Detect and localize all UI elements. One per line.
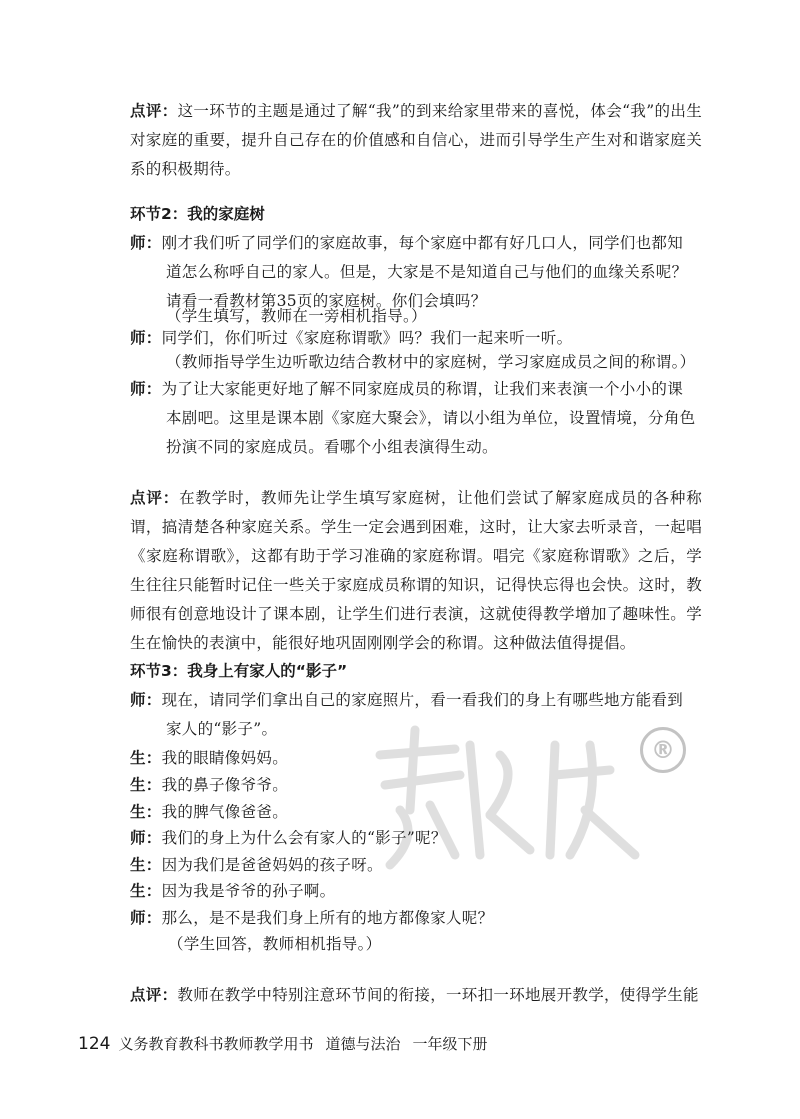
note-text: （教师指导学生边听歌边结合教材中的家庭树，学习家庭成员之间的称谓。） [166, 353, 696, 371]
dialogue-text: 同学们，你们听过《家庭称谓歌》吗？我们一起来听一听。 [161, 329, 573, 347]
dialogue-text: 那么，是不是我们身上所有的地方都像家人呢？ [161, 909, 494, 927]
dialogue-line [130, 375, 702, 404]
dialogue-text: 道怎么称呼自己的家人。但是，大家是不是知道自己与他们的血缘关系呢？ [166, 263, 688, 281]
dialogue-line [130, 686, 702, 715]
dialogue-line [130, 771, 702, 800]
dialogue-text: 本剧吧。这里是课本剧《家庭大聚会》，请以小组为单位，设置情境，分角色 [166, 409, 696, 427]
page-footer [78, 1032, 488, 1056]
book-subject: 道德与法治 [325, 1035, 401, 1053]
speaker-label: 师： [130, 829, 162, 847]
dialogue-line [130, 851, 702, 880]
speaker-label: 师： [130, 234, 162, 252]
dialogue-text: 我的眼睛像妈妈。 [161, 749, 289, 767]
note-text: （学生回答，教师相机指导。） [168, 935, 382, 953]
comment-label: 点评： [130, 985, 178, 1004]
dialogue-line [130, 877, 702, 906]
comment-text: 这一环节的主题是通过了解“我”的到来给家里带来的喜悦，体会“我”的出生对家庭的重要，提升自己存在的价值感和自信心，进而引导学生产生对和谐家庭关系的积极期待。 [130, 102, 702, 178]
speaker-label: 师： [130, 691, 162, 709]
dialogue-line [130, 744, 702, 773]
dialogue-text: 刚才我们听了同学们的家庭故事，每个家庭中都有好几口人，同学们也都知 [161, 234, 684, 252]
comment-text: 在教学时，教师先让学生填写家庭树，让他们尝试了解家庭成员的各种称谓，搞清楚各种家庭关系。学生一定会遇到困难，这时，让大家去听录音，一起唱《家庭称谓歌》，这都有助于学习准确的家庭称谓。唱完《家庭称谓歌》之后，学生往往只能暂时记住一些关于家庭成员称谓的知识，记得快忘得也会快。这时，教师很有创意地设计了课本剧，让学生们进行表演，这就使得教学增加了趣味性。学生在愉快的表演中，能很好地巩固刚刚学会的称谓。这种做法值得提倡。 [130, 489, 702, 652]
page-number: 124 [78, 1034, 111, 1054]
section-heading-2: 环节2：我的家庭树 [130, 205, 265, 223]
comment-label: 点评： [130, 101, 178, 120]
dialogue-text: 我的脾气像爸爸。 [161, 803, 289, 821]
dialogue-text: 请看一看教材第35页的家庭树。你们会填吗？ [166, 292, 487, 310]
comment-text: 教师在教学中特别注意环节间的衔接，一环扣一环地展开教学，使得学生能 [177, 986, 699, 1004]
dialogue-line [130, 798, 702, 827]
dialogue-line [166, 433, 738, 462]
speaker-label: 生： [130, 856, 162, 874]
book-series: 义务教育教科书教师教学用书 [118, 1035, 314, 1053]
comment-label: 点评： [130, 488, 180, 507]
dialogue-text: 因为我们是爸爸妈妈的孩子呀。 [161, 856, 383, 874]
comment-paragraph-2 [130, 483, 702, 658]
dialogue-text: 扮演不同的家庭成员。看哪个小组表演得生动。 [166, 438, 498, 456]
dialogue-text: 现在，请同学们拿出自己的家庭照片，看一看我们的身上有哪些地方能看到 [161, 691, 684, 709]
dialogue-text: 我们的身上为什么会有家人的“影子”呢？ [161, 829, 447, 847]
dialogue-line [130, 229, 702, 258]
registered-mark-icon: ® [640, 727, 686, 773]
section-heading-3: 环节3：我身上有家人的“影子” [130, 662, 348, 680]
comment-paragraph-1 [130, 96, 702, 184]
dialogue-line [166, 404, 738, 433]
speaker-label: 师： [130, 329, 162, 347]
dialogue-text: 因为我是爷爷的孙子啊。 [161, 882, 336, 900]
dialogue-line [130, 904, 702, 933]
speaker-label: 师： [130, 909, 162, 927]
dialogue-text: 为了让大家能更好地了解不同家庭成员的称谓，让我们来表演一个小小的课 [161, 380, 684, 398]
stage-note [168, 930, 740, 959]
comment-paragraph-3 [130, 980, 702, 1010]
dialogue-line [130, 824, 702, 853]
dialogue-line [166, 258, 738, 287]
note-text: （学生填写，教师在一旁相机指导。） [166, 307, 427, 325]
book-grade: 一年级下册 [412, 1035, 488, 1053]
speaker-label: 生： [130, 803, 162, 821]
speaker-label: 生： [130, 882, 162, 900]
dialogue-text: 我的鼻子像爷爷。 [161, 776, 289, 794]
dialogue-text: 家人的“影子”。 [166, 720, 278, 738]
speaker-label: 生： [130, 776, 162, 794]
speaker-label: 生： [130, 749, 162, 767]
speaker-label: 师： [130, 380, 162, 398]
stage-note [166, 348, 738, 377]
